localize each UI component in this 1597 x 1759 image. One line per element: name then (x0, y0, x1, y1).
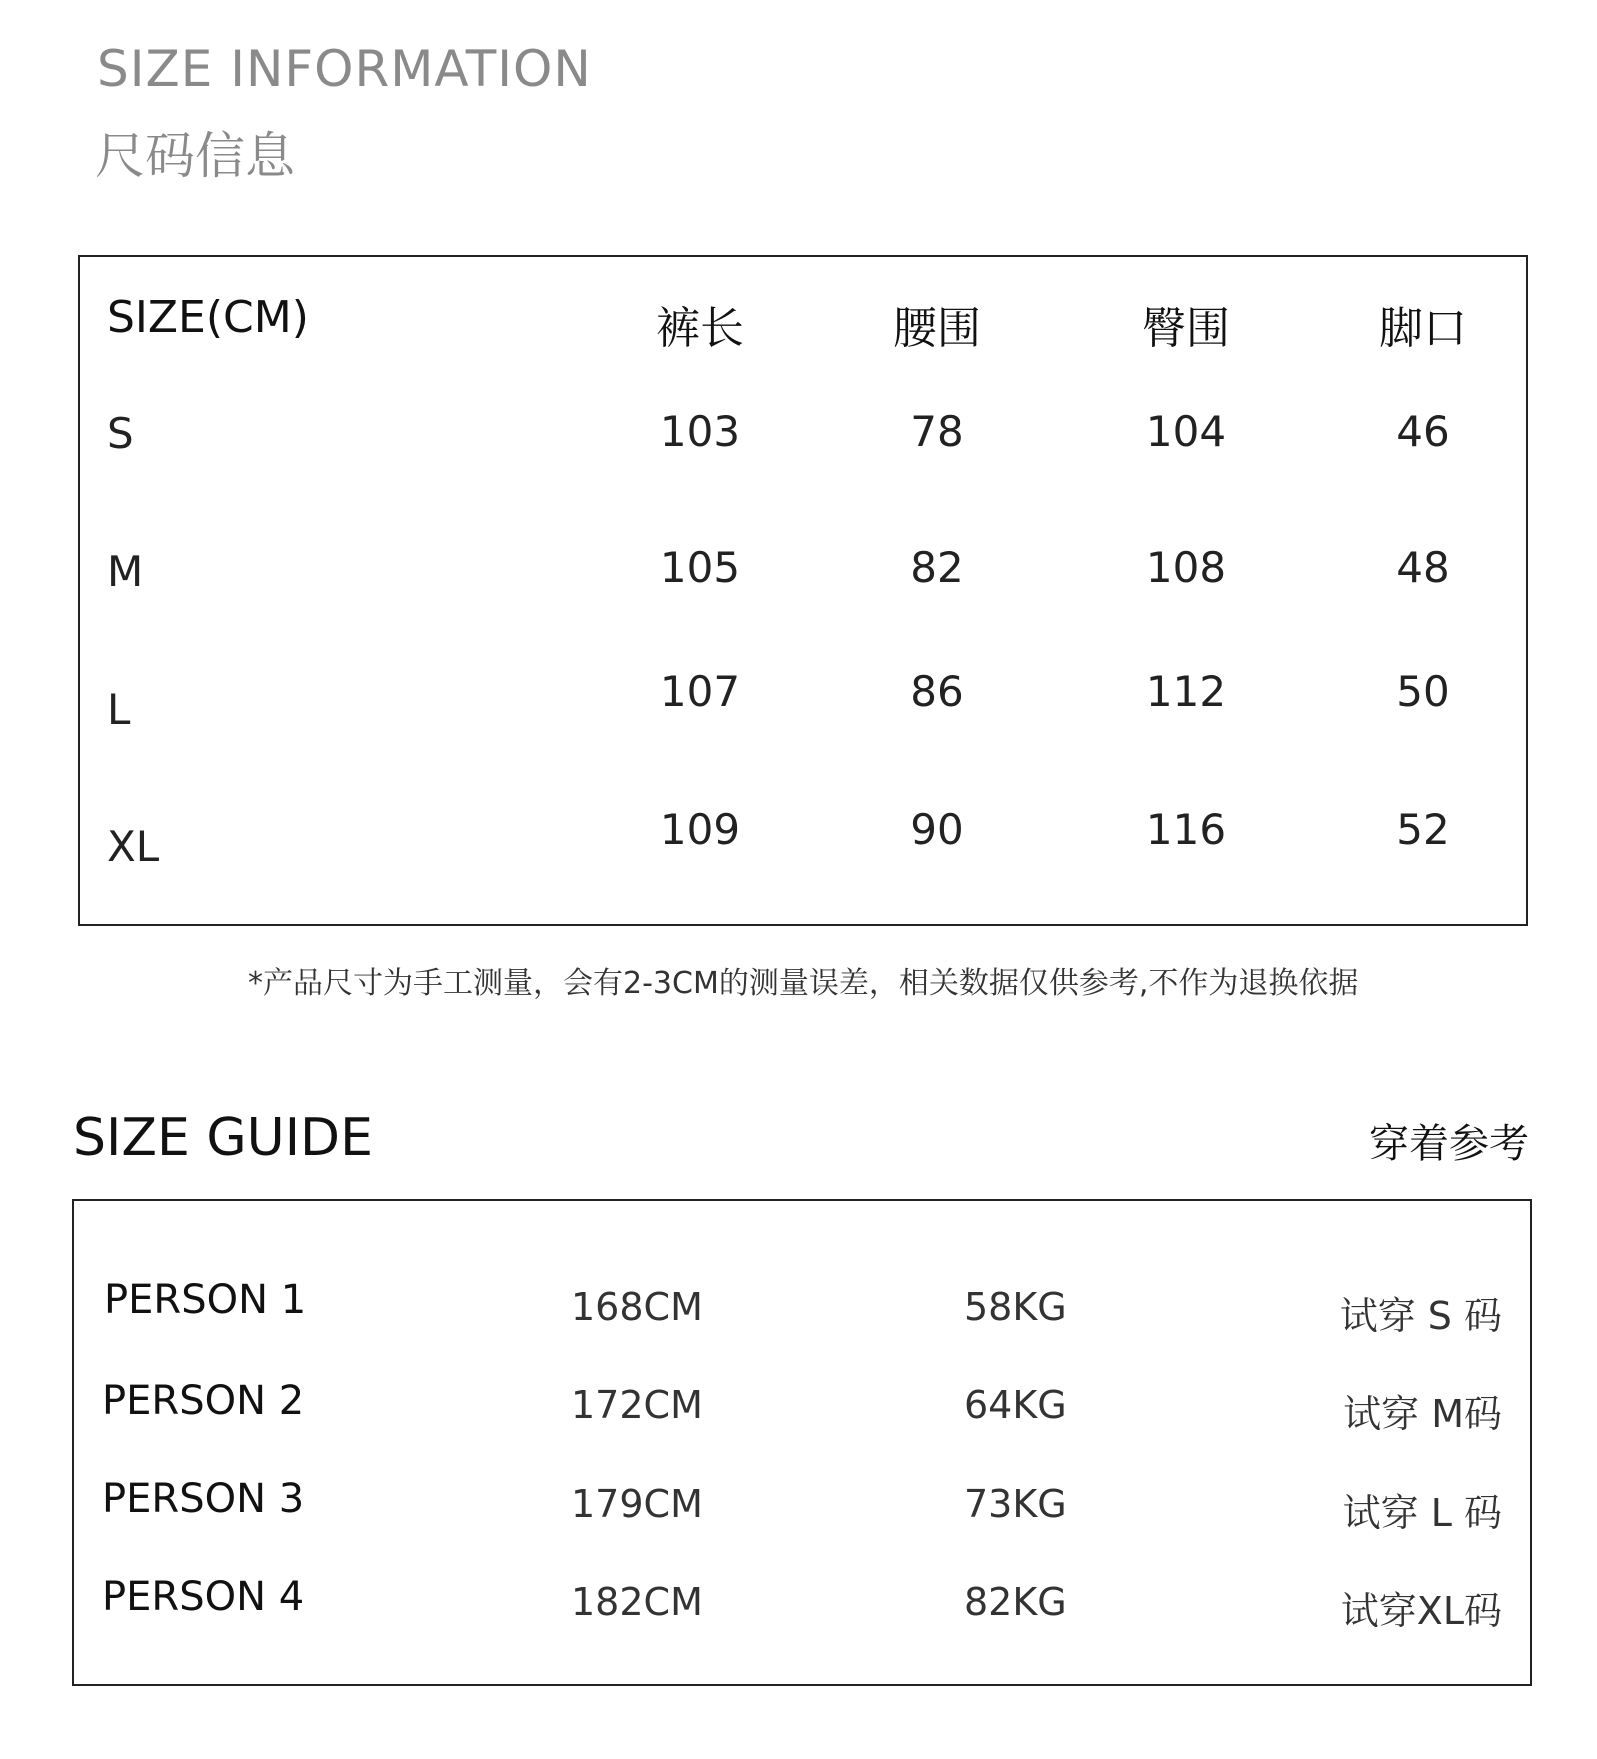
table-cell-hip: 108 (1145, 543, 1227, 592)
table-cell-length: 103 (659, 407, 741, 456)
table-cell-hem: 52 (1396, 805, 1450, 854)
table-cell-hem: 46 (1396, 407, 1450, 456)
table-row-size: M (107, 547, 144, 596)
size-guide-title-cn: 穿着参考 (1369, 1121, 1529, 1167)
table-row-size: XL (107, 822, 160, 871)
header-hip: 臀围 (1142, 303, 1230, 354)
table-cell-hem: 48 (1396, 543, 1450, 592)
guide-person: PERSON 3 (102, 1476, 305, 1522)
header-length: 裤长 (656, 303, 744, 354)
table-cell-hem: 50 (1396, 667, 1450, 716)
size-info-title-en: SIZE INFORMATION (97, 40, 592, 98)
guide-person: PERSON 4 (102, 1574, 305, 1620)
size-guide-title-en: SIZE GUIDE (73, 1108, 373, 1168)
guide-weight: 58KG (964, 1285, 1067, 1329)
header-hem: 脚口 (1379, 303, 1467, 354)
table-cell-waist: 78 (910, 407, 964, 456)
measurement-note: *产品尺寸为手工测量，会有2-3CM的测量误差，相关数据仅供参考,不作为退换依据 (248, 966, 1359, 1001)
table-cell-hip: 112 (1145, 667, 1227, 716)
guide-weight: 64KG (964, 1383, 1067, 1427)
table-cell-waist: 86 (910, 667, 964, 716)
guide-person: PERSON 1 (104, 1277, 307, 1323)
guide-fit: 试穿 S 码 (1339, 1294, 1502, 1338)
guide-weight: 82KG (964, 1580, 1067, 1624)
guide-height: 168CM (571, 1285, 703, 1329)
guide-fit: 试穿XL码 (1340, 1589, 1502, 1633)
table-row-size: S (107, 409, 134, 458)
table-cell-waist: 82 (910, 543, 964, 592)
size-table (78, 255, 1528, 926)
guide-height: 182CM (571, 1580, 703, 1624)
table-cell-length: 107 (659, 667, 741, 716)
table-cell-waist: 90 (910, 805, 964, 854)
guide-fit: 试穿 L 码 (1342, 1491, 1502, 1535)
header-waist: 腰围 (893, 303, 981, 354)
table-cell-hip: 104 (1145, 407, 1227, 456)
table-cell-length: 105 (659, 543, 741, 592)
size-guide-table (72, 1199, 1532, 1686)
guide-height: 172CM (571, 1383, 703, 1427)
table-row-size: L (107, 685, 131, 734)
table-cell-hip: 116 (1145, 805, 1227, 854)
guide-person: PERSON 2 (102, 1378, 305, 1424)
size-info-title-cn: 尺码信息 (95, 127, 295, 185)
header-size: SIZE(CM) (107, 292, 309, 343)
table-cell-length: 109 (659, 805, 741, 854)
guide-height: 179CM (571, 1482, 703, 1526)
guide-weight: 73KG (964, 1482, 1067, 1526)
guide-fit: 试穿 M码 (1343, 1392, 1502, 1436)
